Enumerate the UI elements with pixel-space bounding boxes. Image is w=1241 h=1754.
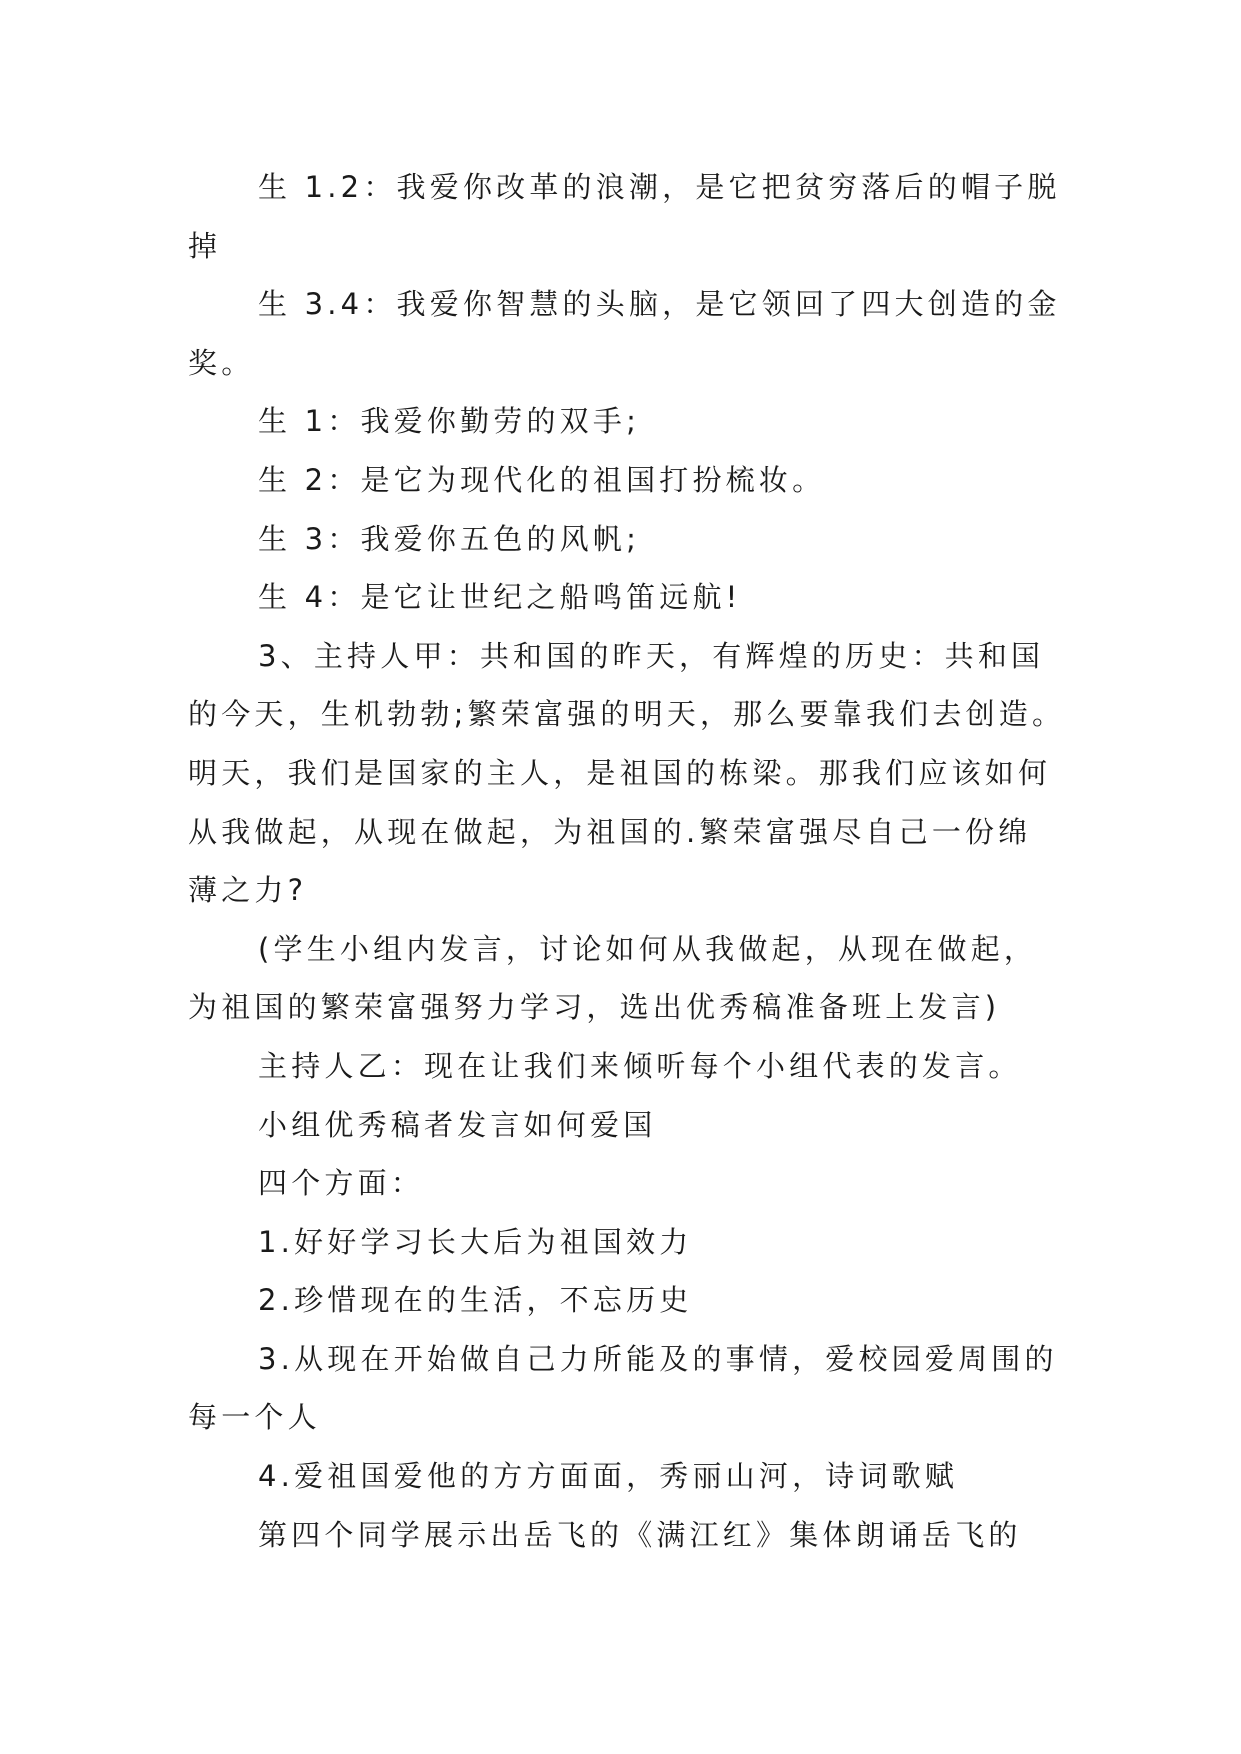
text-line: 生 3.4：我爱你智慧的头脑，是它领回了四大创造的金 (258, 287, 1061, 322)
text-line: 生 3：我爱你五色的风帆; (258, 521, 641, 556)
text-line: 为祖国的繁荣富强努力学习，选出优秀稿准备班上发言) (188, 990, 1001, 1025)
text-line: 明天，我们是国家的主人，是祖国的栋梁。那我们应该如何 (188, 755, 1052, 790)
text-line: 生 2：是它为现代化的祖国打扮梳妆。 (258, 462, 826, 497)
text-line: 2.珍惜现在的生活，不忘历史 (258, 1283, 693, 1318)
document-body (188, 158, 1078, 1564)
text-line: 掉 (188, 228, 222, 263)
text-line: 1.好好学习长大后为祖国效力 (258, 1224, 693, 1259)
text-line: 小组优秀稿者发言如何爱国 (258, 1107, 657, 1142)
text-line: 薄之力? (188, 873, 308, 908)
text-line: 生 4：是它让世纪之船鸣笛远航! (258, 580, 742, 615)
text-line: 3.从现在开始做自己力所能及的事情，爱校园爱周围的 (258, 1341, 1058, 1376)
text-line: 第四个同学展示出岳飞的《满江红》集体朗诵岳飞的 (258, 1517, 1022, 1552)
text-line: 四个方面： (258, 1166, 425, 1201)
text-line: 生 1.2：我爱你改革的浪潮，是它把贫穷落后的帽子脱 (258, 170, 1061, 204)
text-line: (学生小组内发言，讨论如何从我做起，从现在做起， (258, 931, 1038, 966)
text-line: 4.爱祖国爱他的方方面面，秀丽山河，诗词歌赋 (258, 1459, 959, 1494)
text-line: 从我做起，从现在做起，为祖国的.繁荣富强尽自己一份绵 (188, 814, 1032, 849)
text-line: 奖。 (188, 345, 255, 380)
text-line: 每一个人 (188, 1400, 321, 1435)
text-line: 3、主持人甲：共和国的昨天，有辉煌的历史：共和国 (258, 638, 1045, 673)
text-line: 生 1：我爱你勤劳的双手; (258, 404, 641, 439)
text-line: 的今天，生机勃勃;繁荣富强的明天，那么要靠我们去创造。 (188, 697, 1066, 732)
text-line: 主持人乙：现在让我们来倾听每个小组代表的发言。 (258, 1048, 1022, 1083)
